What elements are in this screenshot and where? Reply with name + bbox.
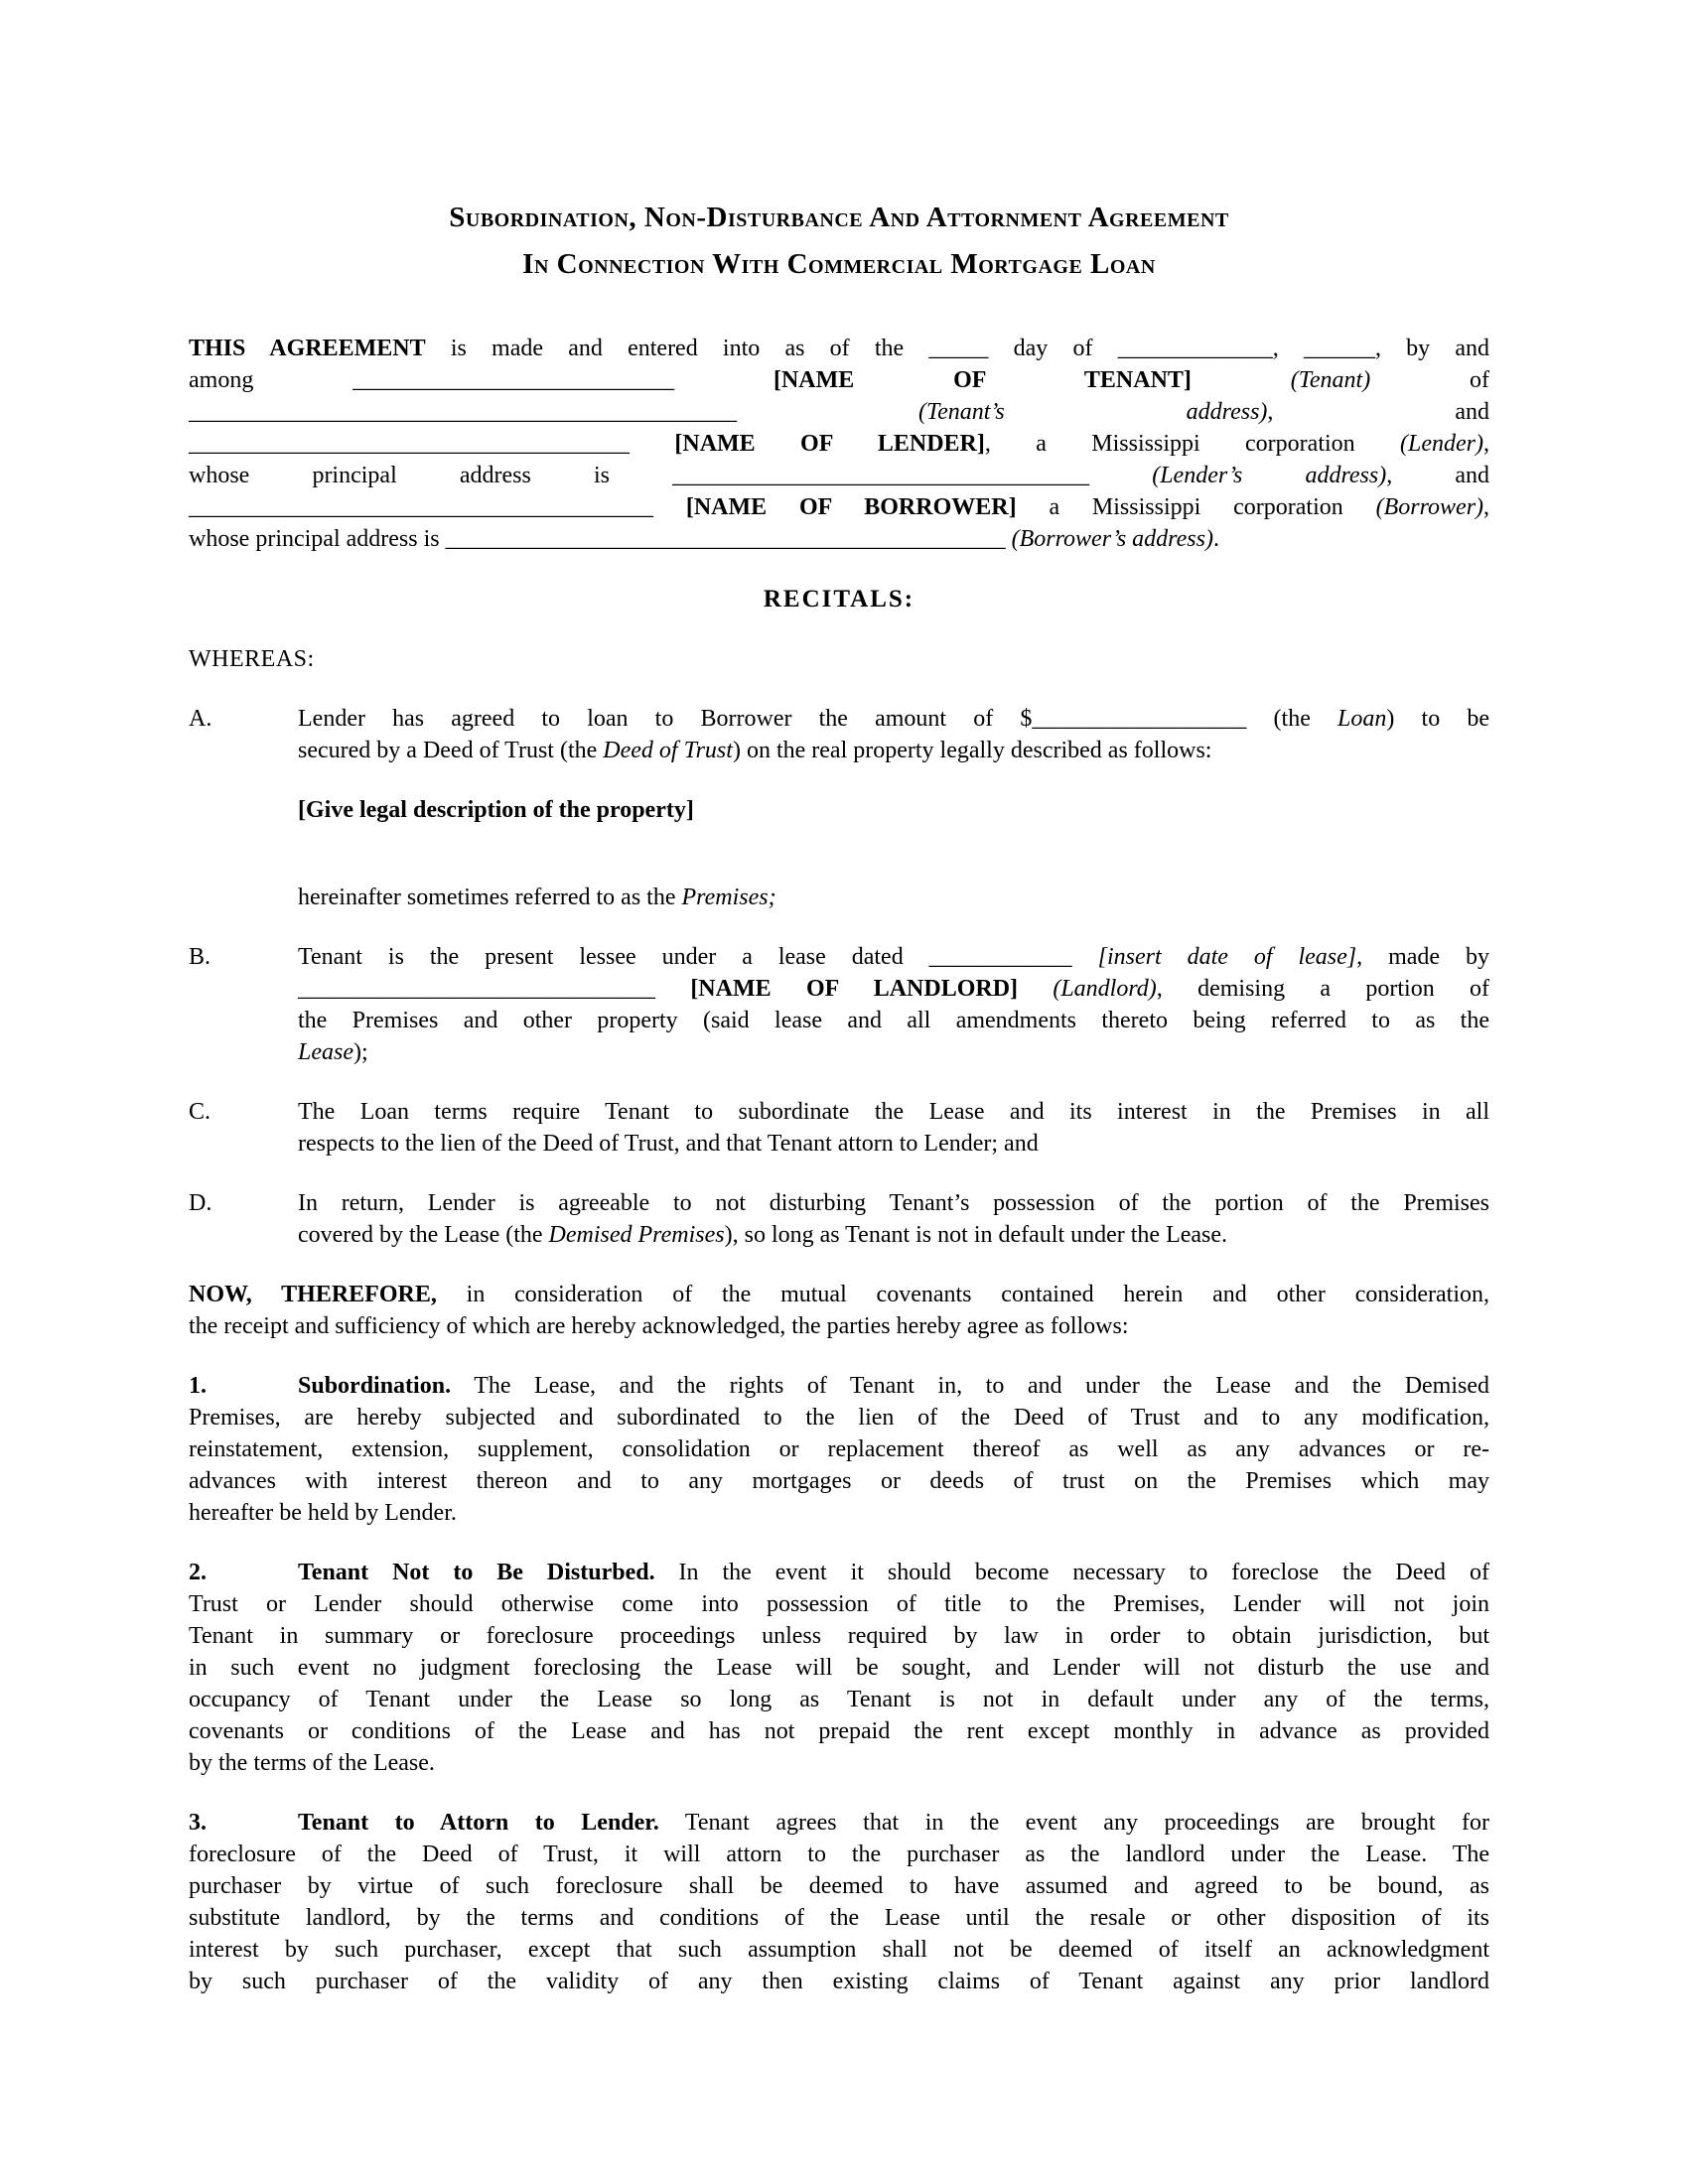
text-line: B. Tenant is the present lessee under a lease dated ____________ [insert date of lease], made by	[189, 944, 1489, 970]
section-3-tenant-to-attorn-to-lender	[189, 1807, 1489, 1997]
text-line: interest by such purchaser, except that such assumption shall not be deemed of itself an acknowledgment	[189, 1937, 1489, 1963]
section-2-tenant-not-to-be-disturbed	[189, 1557, 1489, 1779]
text-line: 1. Subordination. The Lease, and the rights of Tenant in, to and under the Lease and the Demised	[189, 1373, 1489, 1399]
document-title	[189, 195, 1489, 288]
text-line: reinstatement, extension, supplement, consolidation or replacement thereof as well as any advances or re-	[189, 1436, 1489, 1462]
text-line: occupancy of Tenant under the Lease so long as Tenant is not in default under any of the terms,	[189, 1687, 1489, 1712]
text-line: C. The Loan terms require Tenant to subordinate the Lease and its interest in the Premises in all	[189, 1099, 1489, 1125]
text-line: 2. Tenant Not to Be Disturbed. In the event it should become necessary to foreclose the Deed of	[189, 1560, 1489, 1585]
text-line: Premises, are hereby subjected and subordinated to the lien of the Deed of Trust and to any modification,	[189, 1405, 1489, 1431]
text-line: _______________________________________ [NAME OF BORROWER] a Mississippi corporation (Borrower),	[189, 494, 1490, 520]
text-line: among ___________________________ [NAME OF TENANT] (Tenant) of	[189, 367, 1489, 393]
text-line: the Premises and other property (said lease and all amendments thereto being referred to as the	[298, 1008, 1489, 1033]
text-line: by the terms of the Lease.	[189, 1750, 435, 1776]
text-line: respects to the lien of the Deed of Trust, and that Tenant attorn to Lender; and	[298, 1131, 1039, 1157]
title-line-2: In Connection With Commercial Mortgage Loan	[522, 248, 1156, 280]
whereas-label: WHEREAS:	[189, 646, 315, 672]
text-line: ______________________________________________ (Tenant’s address), and	[189, 399, 1490, 425]
recitals-heading: RECITALS:	[763, 586, 915, 613]
recital-a	[189, 703, 1489, 766]
text-line: _____________________________________ [NAME OF LENDER], a Mississippi corporation (Lender),	[189, 431, 1490, 457]
text-line: the receipt and sufficiency of which are hereby acknowledged, the parties hereby agree as follows:	[189, 1313, 1129, 1339]
premises-note	[189, 882, 1489, 913]
text-line: 3. Tenant to Attorn to Lender. Tenant agrees that in the event any proceedings are brought for	[189, 1810, 1490, 1836]
text-line: advances with interest thereon and to any mortgages or deeds of trust on the Premises which may	[189, 1468, 1489, 1494]
text-line: purchaser by virtue of such foreclosure shall be deemed to have assumed and agreed to be bound, as	[189, 1873, 1489, 1899]
title-line-1: Subordination, Non-Disturbance And Attornment Agreement	[449, 202, 1229, 233]
recital-d	[189, 1187, 1489, 1251]
section-1-subordination	[189, 1370, 1489, 1529]
legal-description-placeholder: [Give legal description of the property]	[298, 797, 694, 823]
text-line: foreclosure of the Deed of Trust, it will attorn to the purchaser as the landlord under the Lease. The	[189, 1842, 1489, 1867]
text-line: Tenant in summary or foreclosure proceedings unless required by law in order to obtain jurisdiction, but	[189, 1623, 1489, 1649]
recital-b	[189, 941, 1489, 1068]
text-line: A. Lender has agreed to loan to Borrower the amount of $__________________ (the Loan) to be	[189, 706, 1489, 732]
text-line: ______________________________ [NAME OF LANDLORD] (Landlord), demising a portion of	[298, 976, 1490, 1002]
text-line: whose principal address is ___________________________________ (Lender’s address), and	[189, 463, 1490, 488]
text-line: whose principal address is _______________________________________________ (Borrower’s address).	[189, 526, 1219, 552]
text-line: substitute landlord, by the terms and conditions of the Lease until the resale or other disposition of its	[189, 1905, 1489, 1931]
text-line: hereinafter sometimes referred to as the Premises;	[298, 885, 776, 910]
recital-c	[189, 1096, 1489, 1160]
text-line: NOW, THEREFORE, in consideration of the mutual covenants contained herein and other consideration,	[189, 1282, 1489, 1307]
text-line: secured by a Deed of Trust (the Deed of Trust) on the real property legally described as follows:	[298, 738, 1212, 763]
text-line: covenants or conditions of the Lease and has not prepaid the rent except monthly in advance as provided	[189, 1718, 1489, 1744]
text-line: in such event no judgment foreclosing the Lease will be sought, and Lender will not disturb the use and	[189, 1655, 1489, 1681]
text-line: covered by the Lease (the Demised Premises), so long as Tenant is not in default under the Lease.	[298, 1222, 1228, 1248]
text-line: D. In return, Lender is agreeable to not disturbing Tenant’s possession of the portion of the Premises	[189, 1190, 1489, 1216]
now-therefore-paragraph	[189, 1279, 1489, 1342]
text-line: THIS AGREEMENT is made and entered into as of the _____ day of _____________, ______, by and	[189, 336, 1490, 361]
opening-paragraph	[189, 333, 1489, 555]
text-line: Lease);	[298, 1039, 368, 1065]
text-line: hereafter be held by Lender.	[189, 1500, 457, 1526]
text-line: Trust or Lender should otherwise come into possession of title to the Premises, Lender will not join	[189, 1591, 1489, 1617]
text-line: by such purchaser of the validity of any then existing claims of Tenant against any prior landlord	[189, 1969, 1489, 1994]
